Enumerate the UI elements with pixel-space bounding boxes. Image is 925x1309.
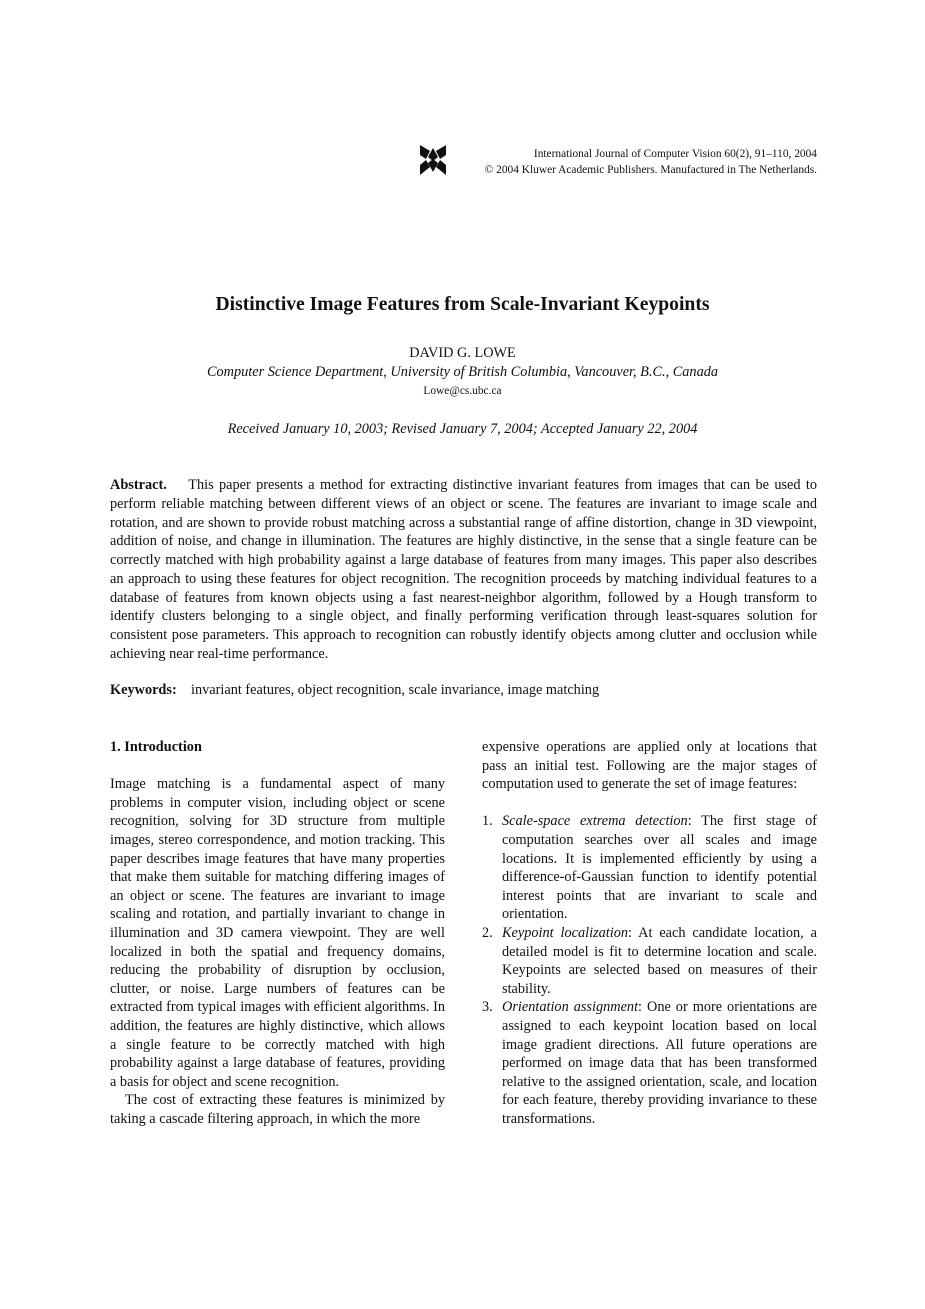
- stage-name: Keypoint localization: [502, 924, 629, 941]
- intro-paragraph-2-continued: expensive operations are applied only at locations that pass an initial test. Following are the major stages of computation used to generate the set of image features:: [482, 739, 817, 793]
- keywords: [110, 682, 817, 699]
- list-item-number: 2.: [482, 924, 493, 941]
- author-email: Lowe@cs.ubc.ca: [423, 385, 502, 397]
- right-column: [482, 738, 817, 1128]
- stage-name: Orientation assignment: [502, 999, 639, 1016]
- stage-text: : The first stage of computation searches over all scales and image locations. It is implemented efficiently by using a difference-of-Gaussian function to identify potential interest points that are invariant to scale and orientation.: [502, 813, 817, 923]
- copyright-line: © 2004 Kluwer Academic Publishers. Manufactured in The Netherlands.: [484, 163, 817, 176]
- list-item: [482, 812, 817, 924]
- publisher-logo-icon: [420, 145, 446, 175]
- stage-name: Scale-space extrema detection: [502, 813, 688, 830]
- author-affiliation: Computer Science Department, University of British Columbia, Vancouver, B.C., Canada: [206, 364, 719, 380]
- list-item: [482, 998, 817, 1128]
- abstract-text: This paper presents a method for extracting distinctive invariant features from images that can be used to perform reliable matching between different views of an object or scene. The features are invariant to image scale and rotation, and are shown to provide robust matching across a substantial range of affine distortion, change in 3D viewpoint, addition of noise, and change in illumination. The features are highly distinctive, in the sense that a single feature can be correctly matched with high probability against a large database of features from many images. This paper also describes an approach to using these features for object recognition. The recognition proceeds by matching individual features to a database of features from known objects using a fast nearest-neighbor algorithm, followed by a Hough transform to identify clusters belonging to a single object, and finally performing verification through least-squares solution for consistent pose parameters. This approach to recognition can robustly identify objects among clutter and occlusion while achieving near real-time performance.: [110, 477, 817, 662]
- intro-paragraph-2: The cost of extracting these features is minimized by taking a cascade filtering approach, in which the more: [110, 1092, 445, 1127]
- list-item-number: 1.: [482, 813, 493, 830]
- list-item: [482, 924, 817, 998]
- keywords-label: Keywords:: [110, 682, 177, 698]
- left-column: [110, 738, 445, 1128]
- list-item-number: 3.: [482, 999, 493, 1016]
- submission-dates: Received January 10, 2003; Revised January 7, 2004; Accepted January 22, 2004: [227, 421, 698, 437]
- journal-citation: International Journal of Computer Vision 60(2), 91–110, 2004: [533, 148, 817, 160]
- paper-title: Distinctive Image Features from Scale-Invariant Keypoints: [215, 294, 710, 315]
- abstract-label: Abstract.: [110, 477, 167, 493]
- author-name: DAVID G. LOWE: [409, 345, 516, 361]
- intro-paragraph-1: Image matching is a fundamental aspect of many problems in computer vision, including object or scene recognition, solving for 3D structure from multiple images, stereo correspondence, and motion tracking. This paper describes image features that have many properties that make them suitable for matching differing images of an object or scene. The features are invariant to image scaling and rotation, and partially invariant to change in illumination and 3D camera viewpoint. They are well localized in both the spatial and frequency domains, reducing the probability of disruption by occlusion, clutter, or noise. Large numbers of features can be extracted from typical images with efficient algorithms. In addition, the features are highly distinctive, which allows a single feature to be correctly matched with high probability against a large database of features, providing a basis for object and scene recognition.: [110, 776, 445, 1090]
- journal-header: [420, 145, 817, 179]
- keywords-text: invariant features, object recognition, scale invariance, image matching: [191, 682, 600, 698]
- stage-text: : At each candidate location, a detailed model is fit to determine location and scale. Keypoints are selected based on measures of their stability.: [502, 924, 817, 997]
- abstract: [110, 476, 817, 664]
- stage-text: : One or more orientations are assigned to each keypoint location based on local image gradient directions. All future operations are performed on image data that has been transformed relative to the assigned orientation, scale, and location for each feature, thereby providing invariance to these transformations.: [502, 999, 817, 1127]
- section-heading: 1. Introduction: [110, 739, 202, 755]
- stages-list: [482, 812, 817, 1128]
